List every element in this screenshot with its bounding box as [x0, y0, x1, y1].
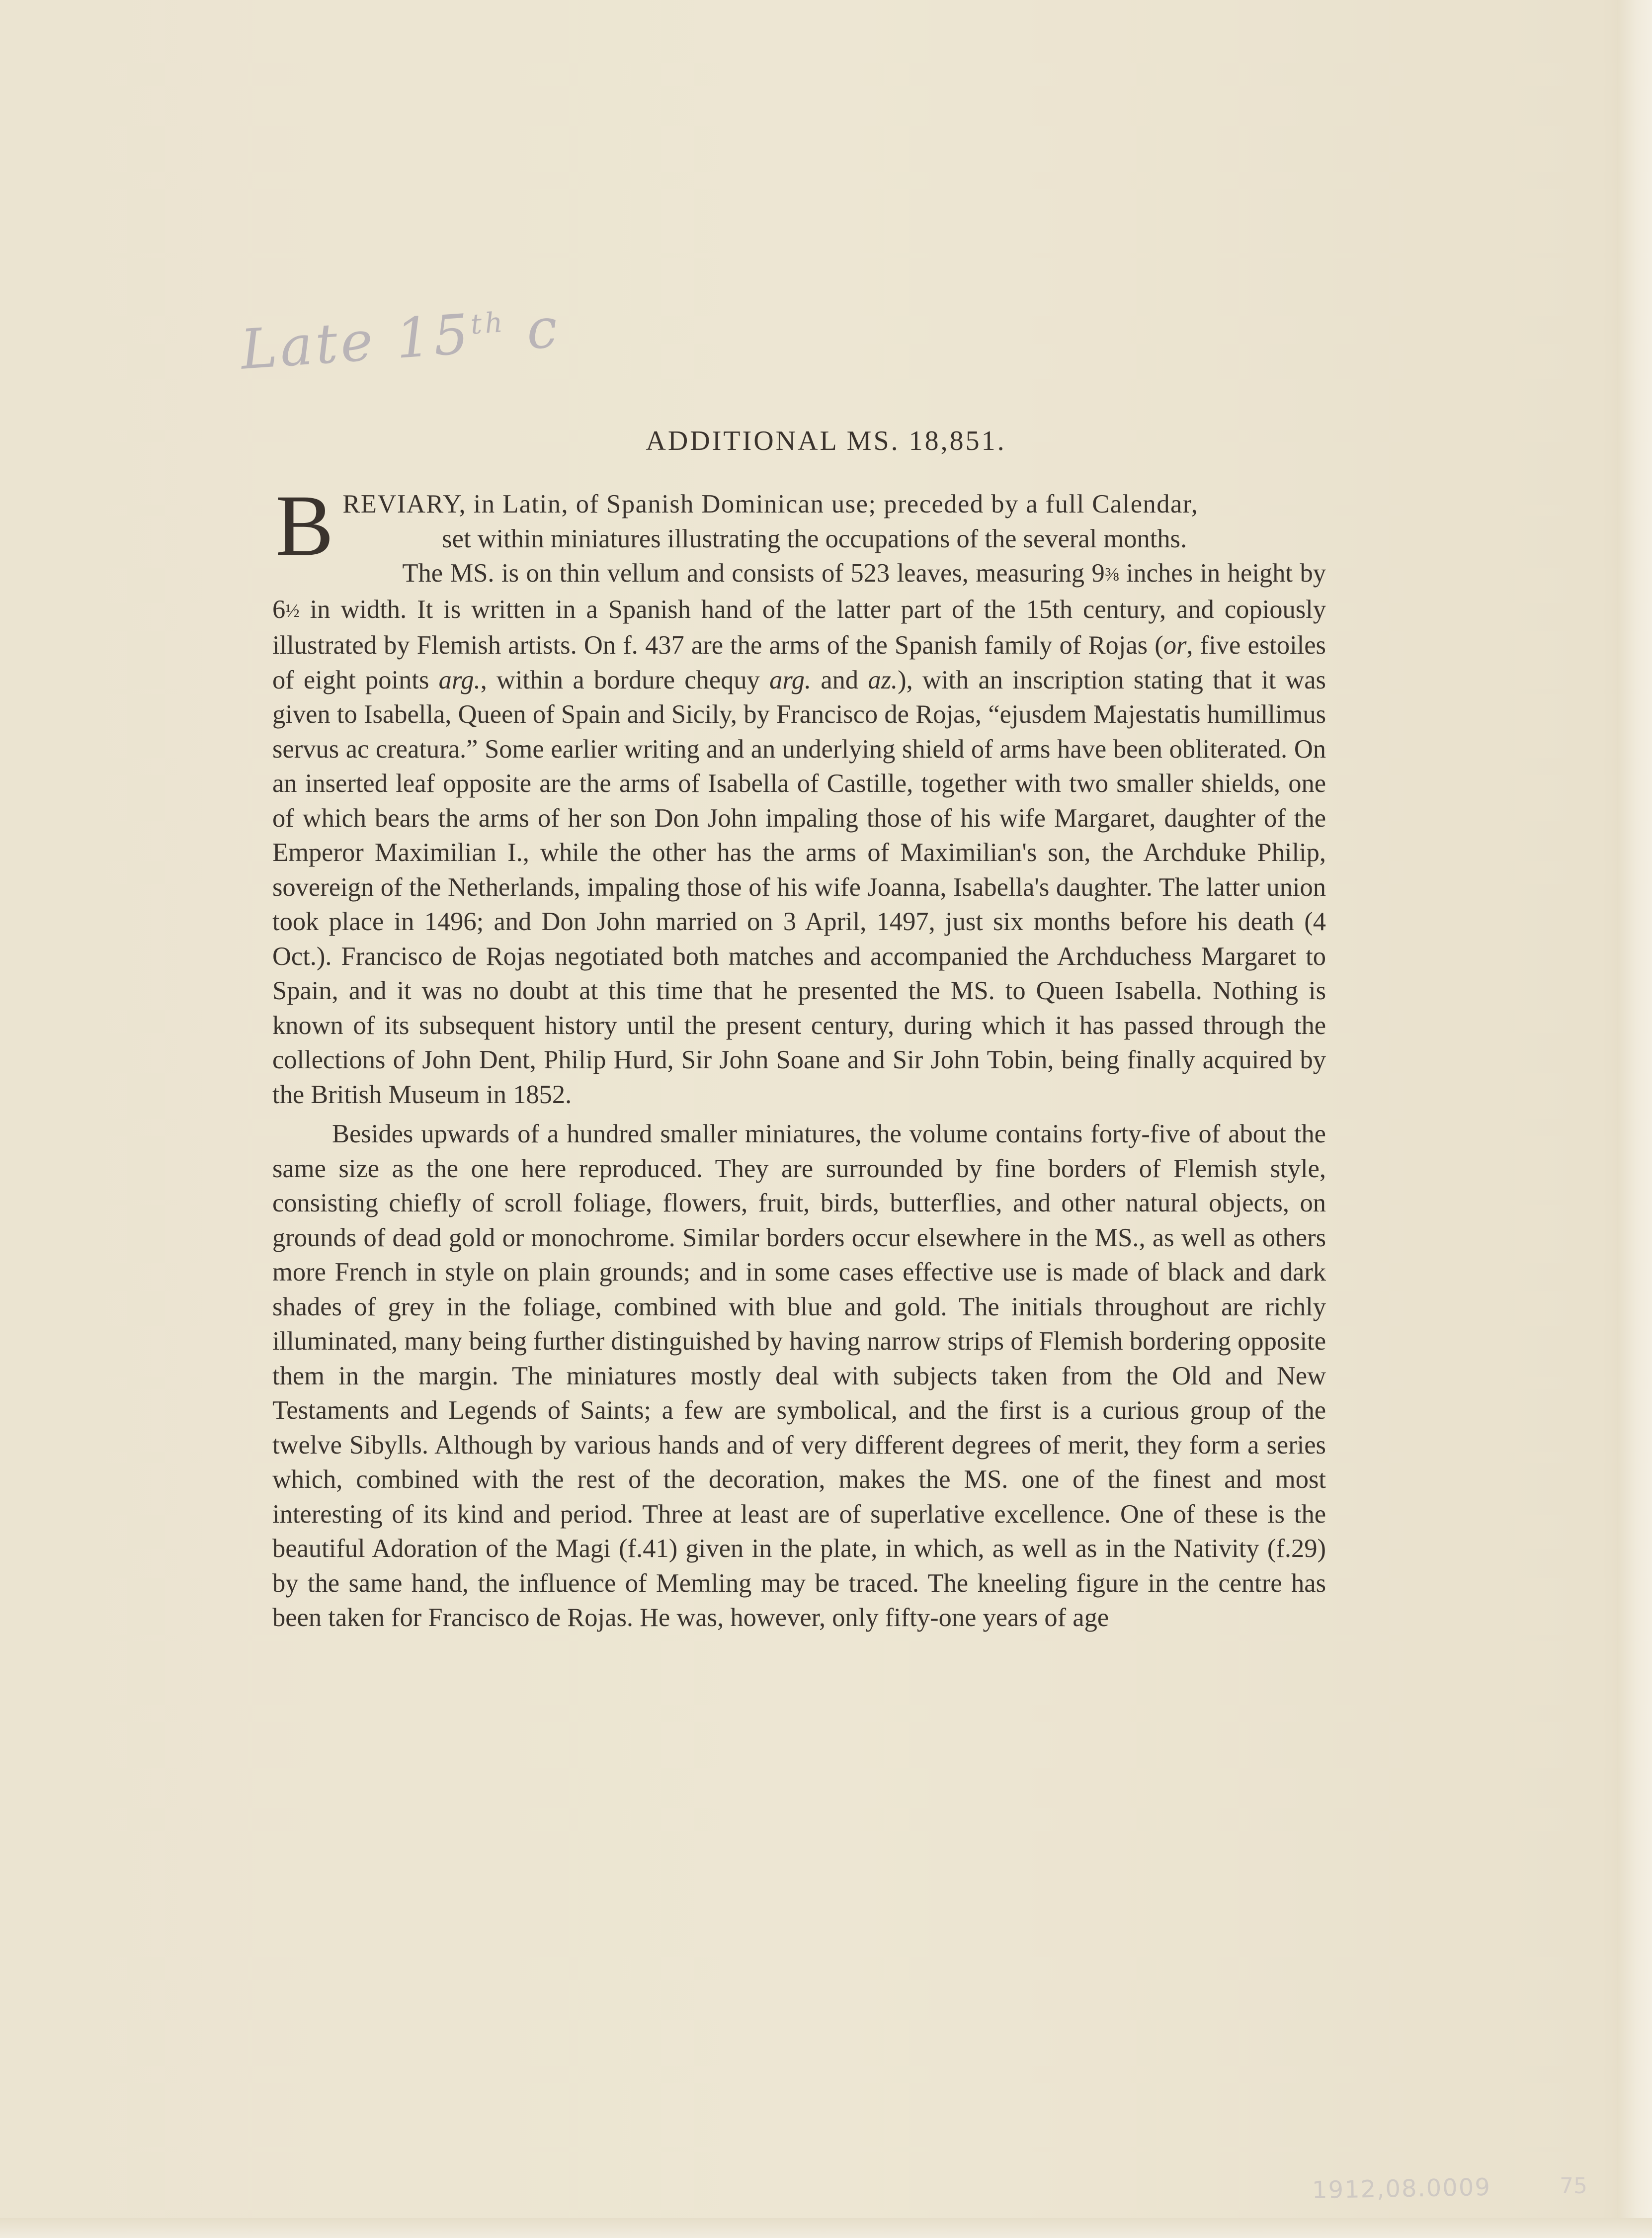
p1-text-f: and [811, 665, 868, 694]
p1-text-b: inches in height by 6 [272, 559, 1326, 624]
p1-italic-arg-1: arg. [438, 665, 481, 694]
p1-fraction-height: ⅜ [1104, 564, 1119, 585]
p1-italic-az: az. [868, 665, 898, 694]
intro-line-2: set within miniatures illustrating the occupations of the several months. [442, 524, 1187, 553]
annotation-superscript: th [469, 306, 507, 341]
body-text [272, 477, 1326, 1635]
paper-edge-right [1617, 0, 1652, 2238]
p1-text-a: The MS. is on thin vellum and consists of 523 leaves, measuring 9 [402, 559, 1105, 588]
paragraph-2: Besides upwards of a hundred smaller miniatures, the volume contains forty-five of about the same size as the one here reproduced. They are surrounded by fine borders of Flemish style, consisting chiefly of scroll foliage, flowers, fruit, birds, butterflies, and other natural objects, on grounds of dead gold or monochrome. Similar borders occur elsewhere in the MS., as well as others more French in style on plain grounds; and in some cases effective use is made of black and dark shades of grey in the foliage, combined with blue and gold. The initials throughout are richly illuminated, many being further distinguished by having narrow strips of Flemish bordering opposite them in the margin. The miniatures mostly deal with subjects taken from the Old and New Testaments and Legends of Saints; a few are symbolical, and the first is a curious group of the twelve Sibylls. Although by various hands and of very different degrees of merit, they form a series which, combined with the rest of the decoration, makes the MS. one of the finest and most interesting of its kind and period. Three at least are of superlative excellence. One of these is the beautiful Adoration of the Magi (f.41) given in the plate, in which, as well as in the Nativity (f.29) by the same hand, the influence of Memling may be traced. The kneeling figure in the centre has been taken for Francisco de Rojas. He was, however, only fifty-one years of age [272, 1119, 1326, 1632]
p1-text-c: in width. It is written in a Spanish hand of the latter part of the 15th century, and copiously illustrated by Flemish artists. On f. 437 are the arms of the Spanish family of Rojas ( [272, 595, 1326, 660]
catalog-number: 1912,08.0009 [1312, 2173, 1491, 2205]
p1-text-g: ), with an inscription stating that it was given to Isabella, Queen of Spain and Sicily, by Francisco de Rojas, “ejusdem Majestatis humillimus servus ac creatura.” Some earlier writing and an underlying shield of arms have been obliterated. On an inserted leaf opposite are the arms of Isabella of Castille, together with two smaller shields, one of which bears the arms of her son Don John impaling those of his wife Margaret, daughter of the Emperor Maximilian I., while the other has the arms of Maximilian's son, the Archduke Philip, sovereign of the Netherlands, impaling those of his wife Joanna, Isabella's daughter. The latter union took place in 1496; and Don John married on 3 April, 1497, just six months before his death (4 Oct.). Francisco de Rojas negotiated both matches and accompanied the Archduchess Margaret to Spain, and it was no doubt at this time that he presented the MS. to Queen Isabella. Nothing is known of its subsequent history until the present century, during which it has passed through the collections of John Dent, Philip Hurd, Sir John Soane and Sir John Tobin, being finally acquired by the British Museum in 1852. [272, 665, 1326, 1109]
annotation-text: Late 15 [239, 302, 474, 382]
p1-text-d: , five estoiles of eight points [272, 631, 1326, 694]
drop-cap: B [275, 477, 334, 574]
annotation-tail: c [524, 296, 563, 362]
p1-italic-or: or [1163, 631, 1187, 660]
paragraph-1 [272, 556, 1326, 1112]
p1-text-e: , within a bordure chequy [480, 665, 770, 694]
manuscript-heading: ADDITIONAL MS. 18,851. [646, 426, 1006, 456]
paper-edge-bottom [0, 2218, 1652, 2238]
page-number: 75 [1560, 2173, 1587, 2199]
p1-fraction-width: ½ [285, 600, 300, 621]
handwritten-annotation [239, 296, 562, 382]
intro-line-1: REVIARY, in Latin, of Spanish Dominican use; preceded by a full Calendar, [342, 490, 1199, 518]
p1-italic-arg-2: arg. [769, 665, 812, 694]
